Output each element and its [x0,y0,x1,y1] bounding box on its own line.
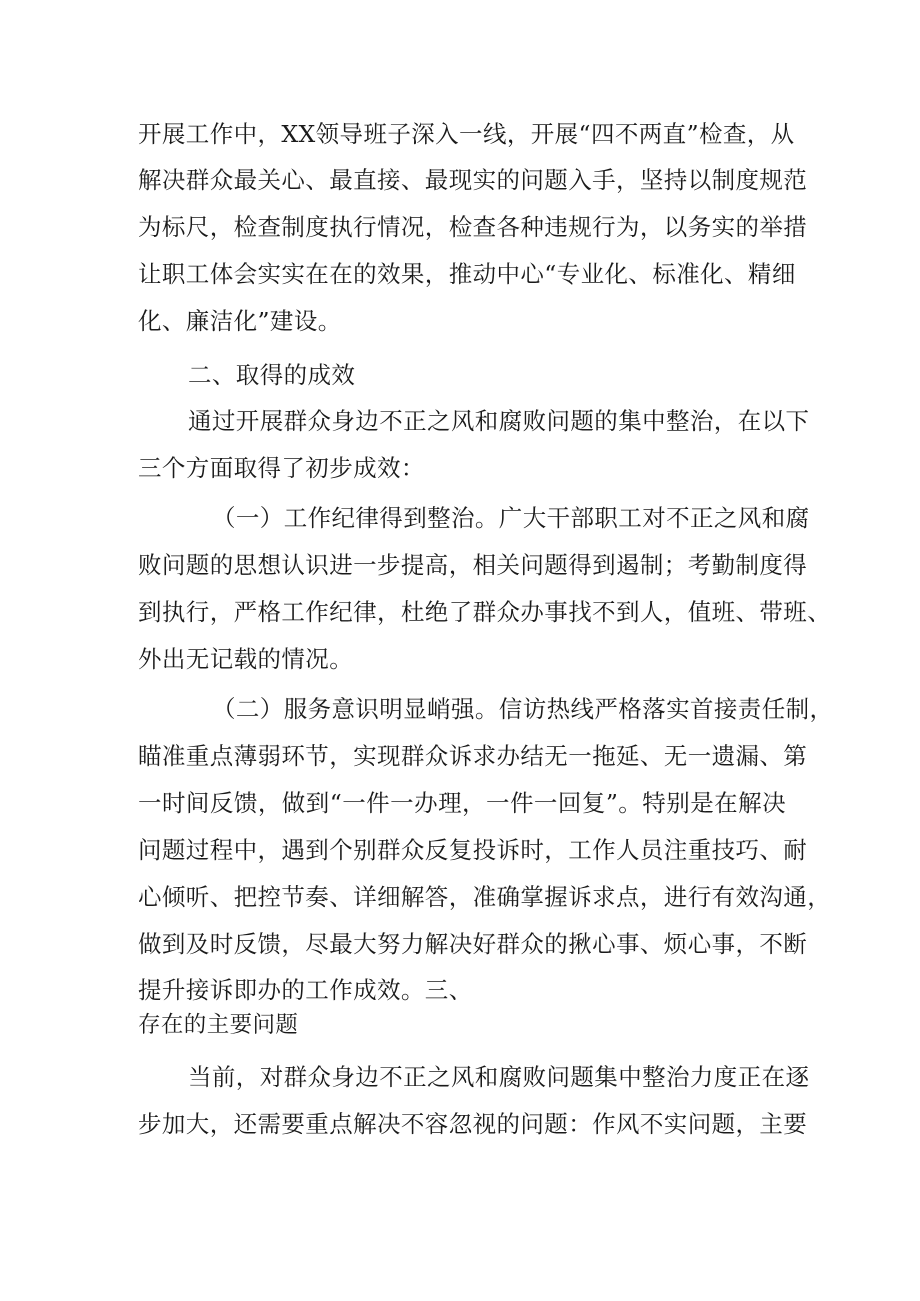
paragraph-line: 让职工体会实实在在的效果，推动中心“专业化、标准化、精细 [138,260,796,288]
paragraph-line: 步加大，还需要重点解决不容忽视的问题：作风不实问题，主要 [138,1110,808,1138]
paragraph-line: 到执行，严格工作纪律，杜绝了群众办事找不到人，值班、带班、 [138,598,832,626]
paragraph-line: 心倾听、把控节奏、详细解答，准确掌握诉求点，进行有效沟通， [138,883,832,911]
paragraph-line: 提升接诉即办的工作成效。三、 [138,976,473,1004]
paragraph-line: （二）服务意识明显峭强。信访热线严格落实首接责任制， [212,695,834,723]
paragraph-line: 一时间反馈，做到“一件一办理，一件一回复”。特别是在解决 [138,789,786,817]
section-heading: 存在的主要问题 [138,1012,299,1038]
paragraph-line: 问题过程中，遇到个别群众反复投诉时，工作人员注重技巧、耐 [138,836,808,864]
paragraph-line: 解决群众最关心、最直接、最现实的问题入手，坚持以制度规范 [138,166,808,194]
paragraph-line: 开展工作中，XX领导班子深入一线，开展“四不两直”检查，从 [138,120,795,148]
paragraph-line: 外出无记载的情况。 [138,645,354,673]
paragraph-line: 做到及时反馈，尽最大努力解决好群众的揪心事、烦心事，不断 [138,930,808,958]
paragraph-line: 为标尺，检查制度执行情况，检查各种违规行为，以务实的举措 [138,213,808,241]
paragraph-line: （一）工作纪律得到整治。广大干部职工对不正之风和腐 [212,504,810,532]
paragraph-line: 败问题的思想认识进一步提高，相关问题得到遏制；考勤制度得 [138,551,808,579]
paragraph-line: 三个方面取得了初步成效： [138,454,425,482]
section-heading: 二、取得的成效 [188,361,356,389]
paragraph-line: 瞄准重点薄弱环节，实现群众诉求办结无一拖延、无一遗漏、第 [138,742,808,770]
paragraph-line: 当前，对群众身边不正之风和腐败问题集中整治力度正在逐 [188,1063,810,1091]
paragraph-line: 通过开展群众身边不正之风和腐败问题的集中整治，在以下 [188,407,810,435]
paragraph-line: 化、廉洁化”建设。 [138,307,342,335]
